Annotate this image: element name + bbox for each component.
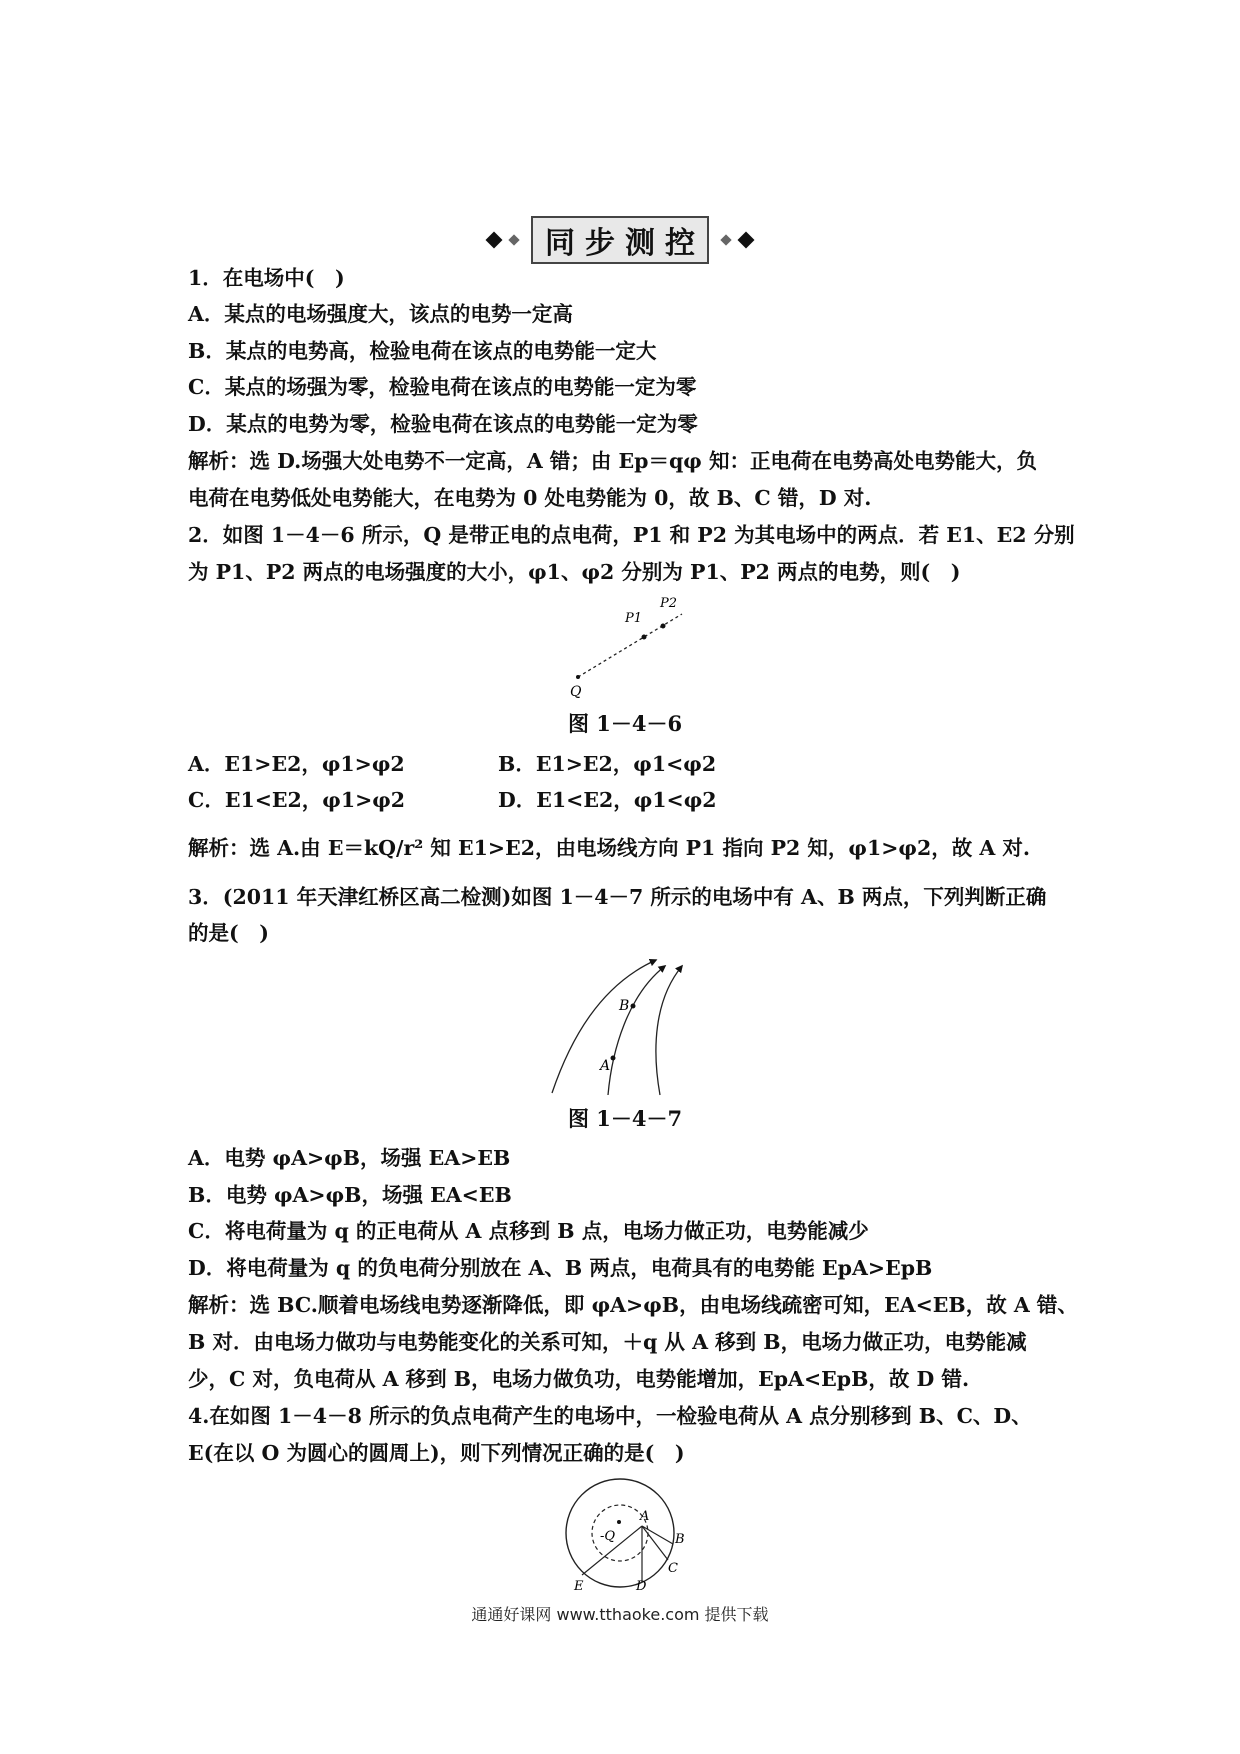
question-1-option-d: D．某点的电势为零，检验电荷在该点的电势能一定为零 <box>188 412 698 436</box>
diamond-icon <box>486 232 503 249</box>
label-e: E <box>574 1579 584 1590</box>
question-3-option-b: B．电势 φA>φB，场强 EA<EB <box>188 1183 512 1207</box>
diamond-icon <box>738 232 755 249</box>
question-2-option-d: D．E1<E2，φ1<φ2 <box>498 788 717 812</box>
question-4-stem: 4.在如图 1－4－8 所示的负点电荷产生的电场中，一检验电荷从 A 点分别移到 B、C、D、 <box>188 1404 1032 1428</box>
question-2-option-c: C．E1<E2，φ1>φ2 <box>188 788 406 812</box>
question-1-option-b: B．某点的电势高，检验电荷在该点的电势能一定大 <box>188 339 657 363</box>
question-3-analysis: B 对．由电场力做功与电势能变化的关系可知，＋q 从 A 移到 B，电场力做正功，电势能减 <box>188 1330 1027 1354</box>
figure-1-4-8 <box>556 1470 696 1590</box>
question-1-analysis: 电荷在电势低处电势能大，在电势为 0 处电势能为 0，故 B、C 错，D 对. <box>188 486 872 510</box>
section-title: 同步测控 <box>531 216 709 264</box>
diamond-icon <box>508 234 519 245</box>
diamond-icon <box>720 234 731 245</box>
point-a <box>611 1056 616 1061</box>
label-q: Q <box>570 684 582 700</box>
point-b <box>631 1004 636 1009</box>
question-3-stem: 的是( ) <box>188 921 269 945</box>
figure-1-4-7 <box>540 950 710 1100</box>
figure-1-4-6 <box>560 590 700 700</box>
label-o: -Q <box>600 1529 616 1544</box>
label-p2: P2 <box>660 596 678 611</box>
label-d: D <box>636 1579 647 1590</box>
question-2-analysis: 解析：选 A.由 E＝kQ/r² 知 E1>E2，由电场线方向 P1 指向 P2 知，φ1>φ2，故 A 对. <box>188 836 1031 860</box>
question-3-option-c: C．将电荷量为 q 的正电荷从 A 点移到 B 点，电场力做正功，电势能减少 <box>188 1219 869 1243</box>
question-3-option-a: A．电势 φA>φB，场强 EA>EB <box>188 1146 511 1170</box>
question-2-option-a: A．E1>E2，φ1>φ2 <box>188 752 405 776</box>
figure-caption: 图 1－4－6 <box>568 711 683 736</box>
label-p1: P1 <box>625 611 643 626</box>
charge-q <box>576 675 580 679</box>
label-b: B <box>675 1532 685 1547</box>
question-1-stem: 1．在电场中( ) <box>188 266 345 290</box>
question-3-stem: 3．(2011 年天津红桥区高二检测)如图 1－4－7 所示的电场中有 A、B 两点，下列判断正确 <box>188 885 1047 909</box>
question-3-analysis: 少，C 对，负电荷从 A 移到 B，电场力做负功，电势能增加，EpA<EpB，故 D 错. <box>188 1367 970 1391</box>
label-c: C <box>668 1561 678 1576</box>
charge-o <box>617 1520 621 1524</box>
figure-caption: 图 1－4－7 <box>568 1106 683 1131</box>
question-1-option-a: A．某点的电场强度大，该点的电势一定高 <box>188 302 573 326</box>
label-a: A <box>640 1509 650 1524</box>
question-2-option-b: B．E1>E2，φ1<φ2 <box>498 752 717 776</box>
section-header <box>0 218 1240 262</box>
question-2-stem: 为 P1、P2 两点的电场强度的大小，φ1、φ2 分别为 P1、P2 两点的电势，则( ) <box>188 560 961 584</box>
label-b: B <box>619 998 630 1014</box>
question-1-option-c: C．某点的场强为零，检验电荷在该点的电势能一定为零 <box>188 375 697 399</box>
label-a: A <box>600 1058 611 1074</box>
question-4-stem: E(在以 O 为圆心的圆周上)，则下列情况正确的是( ) <box>188 1441 685 1465</box>
field-line <box>656 966 682 1095</box>
page-footer: 通通好课网 www.tthaoke.com 提供下载 <box>471 1605 769 1624</box>
question-2-stem: 2．如图 1－4－6 所示，Q 是带正电的点电荷，P1 和 P2 为其电场中的两点．若 E1、E2 分别 <box>188 523 1075 547</box>
question-1-analysis: 解析：选 D.场强大处电势不一定高，A 错；由 Ep＝qφ 知：正电荷在电势高处电势能大，负 <box>188 449 1037 473</box>
outer-circle <box>566 1479 674 1587</box>
question-3-option-d: D．将电荷量为 q 的负电荷分别放在 A、B 两点，电荷具有的电势能 EpA>EpB <box>188 1256 933 1280</box>
point-p2 <box>661 624 666 629</box>
question-3-analysis: 解析：选 BC.顺着电场线电势逐渐降低，即 φA>φB，由电场线疏密可知，EA<EB，故 A 错、 <box>188 1293 1078 1317</box>
point-p1 <box>642 635 647 640</box>
